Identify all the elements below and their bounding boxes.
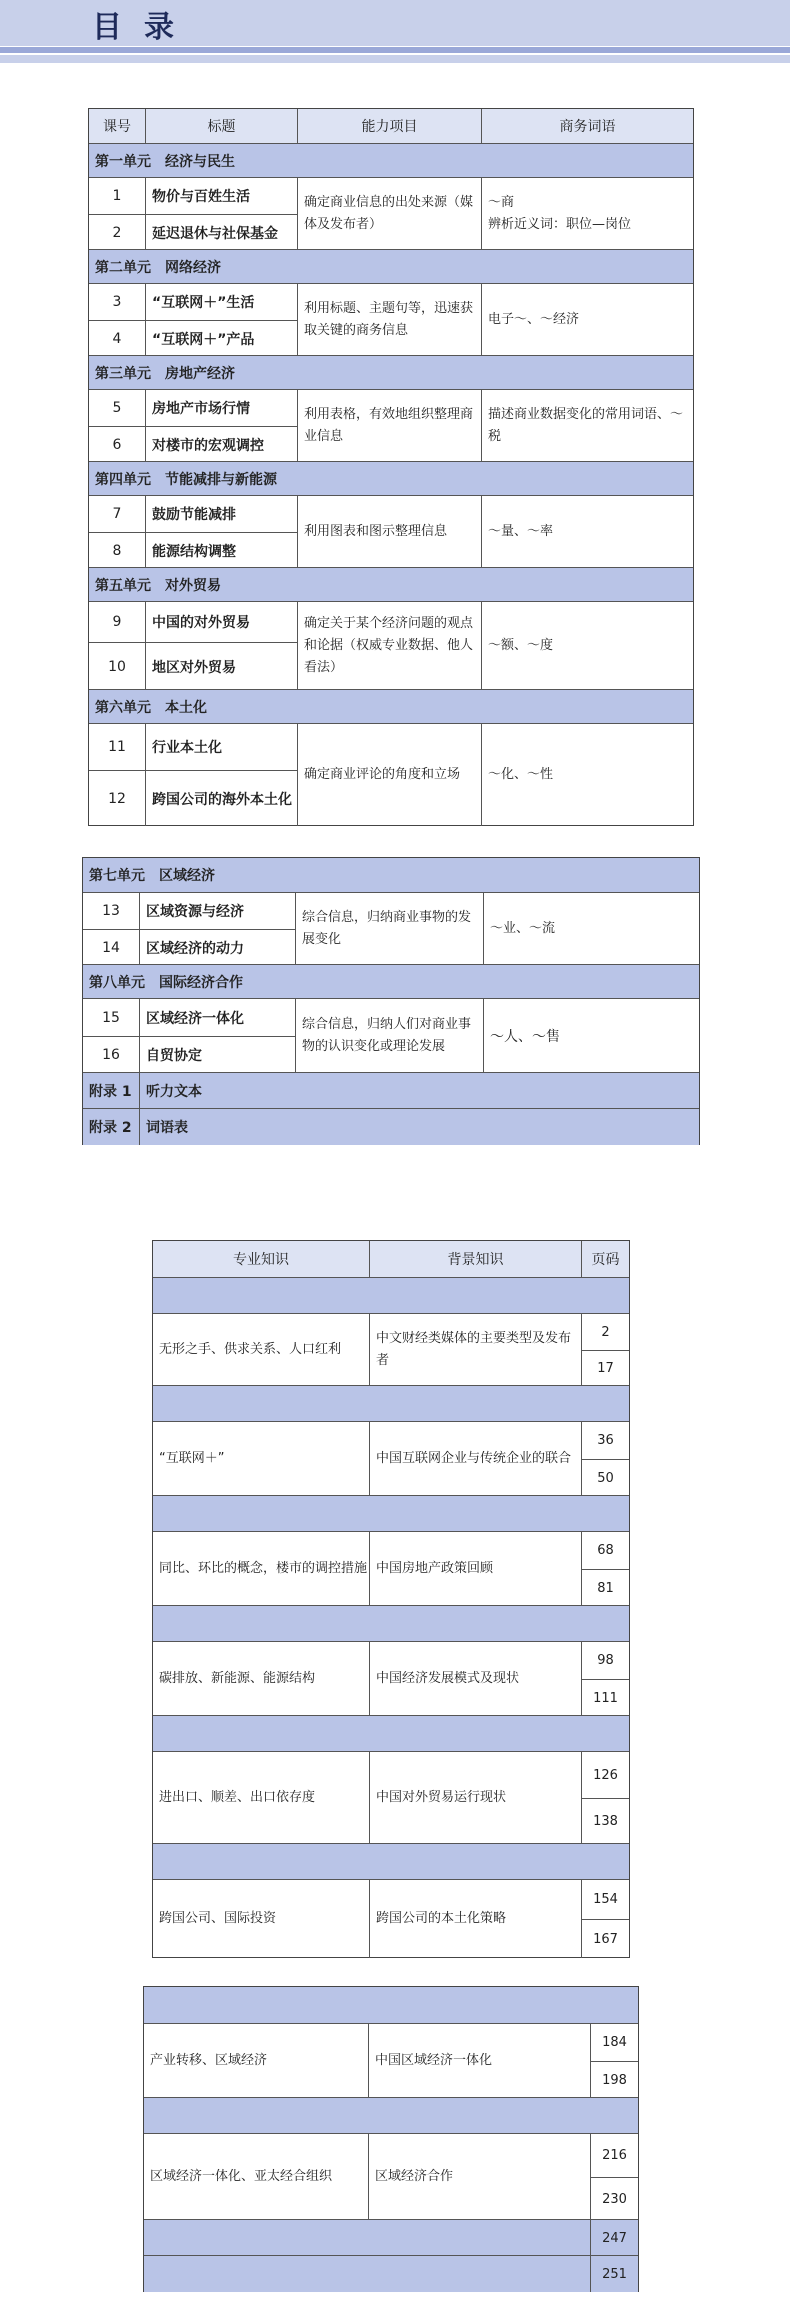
lesson-no: 15 — [102, 1009, 120, 1026]
unit-band — [153, 1495, 629, 1532]
knowledge-text: 产业转移、区域经济 — [150, 2053, 268, 2068]
knowledge-text: 无形之手、供求关系、人口红利 — [159, 1342, 342, 1357]
knowledge-group — [153, 1641, 629, 1716]
knowledge-group — [153, 1313, 629, 1386]
lesson-title: 鼓励节能减排 — [145, 496, 297, 532]
appendix-row — [83, 1108, 699, 1145]
header-stripe — [0, 47, 790, 53]
knowledge-text: 碳排放、新能源、能源结构 — [159, 1671, 316, 1686]
unit-band — [153, 1277, 629, 1314]
lesson-no: 5 — [112, 400, 122, 416]
knowledge-group — [153, 1751, 629, 1844]
toc-table-2 — [82, 857, 700, 1145]
background-text: 中国对外贸易运行现状 — [369, 1752, 581, 1844]
header-terms: 商务词语 — [481, 109, 693, 143]
ability-text: 利用图表和图示整理信息 — [297, 496, 481, 568]
unit-title: 第八单元 国际经济合作 — [89, 975, 243, 991]
background-text: 中国经济发展模式及现状 — [369, 1642, 581, 1716]
lesson-group — [89, 283, 693, 356]
terms-text: ～业、～流 — [483, 893, 699, 965]
lesson-group — [89, 495, 693, 568]
knowledge-text: “互联网＋” — [159, 1451, 225, 1466]
lesson-title: 地区对外贸易 — [145, 642, 297, 690]
lesson-title: 跨国公司的海外本土化 — [145, 770, 297, 826]
terms-text: 电子～、～经济 — [481, 284, 693, 356]
lesson-title: 能源结构调整 — [145, 532, 297, 568]
knowledge-group — [153, 1421, 629, 1496]
lesson-group — [89, 389, 693, 462]
page-number: 17 — [581, 1350, 629, 1386]
appendix-title: 词语表 — [139, 1109, 699, 1145]
appendix-page-row — [144, 2219, 638, 2256]
header-lesson-no: 课号 — [103, 119, 131, 135]
lesson-group — [83, 892, 699, 965]
page-number: 126 — [581, 1752, 629, 1798]
unit-row — [89, 689, 693, 724]
lesson-title: 行业本土化 — [145, 724, 297, 770]
background-text: 中国互联网企业与传统企业的联合 — [369, 1422, 581, 1496]
appendix-title: 听力文本 — [139, 1073, 699, 1109]
unit-row — [89, 249, 693, 284]
page-number: 154 — [581, 1880, 629, 1919]
lesson-title: “互联网＋”产品 — [145, 320, 297, 356]
knowledge-group — [144, 2133, 638, 2220]
background-text: 区域经济合作 — [368, 2134, 590, 2220]
unit-title: 第一单元 经济与民生 — [95, 154, 235, 170]
background-text: 跨国公司的本土化策略 — [369, 1880, 581, 1958]
unit-row — [89, 567, 693, 602]
unit-row — [83, 858, 699, 892]
toc-table-4 — [143, 1986, 639, 2292]
unit-title: 第六单元 本土化 — [95, 700, 207, 716]
lesson-no: 3 — [112, 294, 122, 310]
unit-row — [89, 143, 693, 178]
unit-title: 第二单元 网络经济 — [95, 260, 221, 276]
lesson-group — [89, 177, 693, 250]
lesson-no: 2 — [89, 214, 145, 250]
lesson-title: 延迟退休与社保基金 — [145, 214, 297, 250]
unit-title: 第七单元 区域经济 — [89, 868, 215, 884]
terms-text: ～商 辨析近义词：职位—岗位 — [481, 178, 693, 250]
terms-text: ～量、～率 — [481, 496, 693, 568]
knowledge-text: 区域经济一体化、亚太经合组织 — [150, 2169, 333, 2184]
unit-band — [144, 1987, 638, 2023]
unit-row — [83, 964, 699, 999]
page-number: 98 — [581, 1642, 629, 1679]
lesson-title: 中国的对外贸易 — [145, 602, 297, 642]
header-page: 页码 — [581, 1241, 629, 1277]
terms-text: 描述商业数据变化的常用词语、～税 — [481, 390, 693, 462]
knowledge-text: 跨国公司、国际投资 — [159, 1911, 277, 1926]
appendix-label: 附录 1 — [89, 1084, 132, 1100]
header-stripe-lower — [0, 55, 790, 63]
unit-row — [89, 355, 693, 390]
appendix-page-row — [144, 2255, 638, 2292]
lesson-no: 12 — [89, 770, 145, 826]
page-number: 68 — [581, 1532, 629, 1569]
ability-text: 综合信息，归纳人们对商业事物的认识变化或理论发展 — [295, 999, 483, 1073]
terms-text: ～化、～性 — [481, 724, 693, 826]
header-ability: 能力项目 — [297, 109, 481, 143]
lesson-no: 16 — [83, 1036, 139, 1073]
unit-band — [153, 1385, 629, 1422]
lesson-group — [89, 723, 693, 826]
appendix-row — [83, 1072, 699, 1109]
knowledge-text: 同比、环比的概念，楼市的调控措施 — [159, 1561, 368, 1576]
appendix-label: 附录 2 — [89, 1120, 132, 1136]
background-text: 中国房地产政策回顾 — [369, 1532, 581, 1606]
unit-band — [153, 1605, 629, 1642]
header-background: 背景知识 — [369, 1241, 581, 1277]
terms-text: ～人、～售 — [483, 999, 699, 1073]
lesson-title: 区域资源与经济 — [139, 893, 295, 929]
page-number: 230 — [590, 2177, 638, 2220]
lesson-no: 7 — [112, 506, 122, 522]
lesson-title: 对楼市的宏观调控 — [145, 426, 297, 462]
lesson-no: 10 — [89, 642, 145, 690]
knowledge-group — [144, 2023, 638, 2098]
lesson-title: 房地产市场行情 — [145, 390, 297, 426]
ability-text: 利用表格，有效地组织整理商业信息 — [297, 390, 481, 462]
page-number: 198 — [590, 2061, 638, 2098]
header-title: 标题 — [145, 109, 297, 143]
page-number: 251 — [590, 2256, 638, 2292]
lesson-group — [89, 601, 693, 690]
lesson-title: 自贸协定 — [139, 1036, 295, 1073]
page-number: 247 — [590, 2220, 638, 2256]
page-number: 50 — [581, 1459, 629, 1496]
ability-text: 确定商业信息的出处来源（媒体及发布者） — [297, 178, 481, 250]
page-number: 138 — [581, 1798, 629, 1844]
lesson-title: 物价与百姓生活 — [145, 178, 297, 214]
unit-band — [153, 1843, 629, 1880]
lesson-no: 6 — [89, 426, 145, 462]
page-number: 2 — [581, 1314, 629, 1350]
unit-title: 第五单元 对外贸易 — [95, 578, 221, 594]
background-text: 中国区域经济一体化 — [368, 2024, 590, 2098]
lesson-no: 11 — [108, 739, 126, 755]
toc-table-3 — [152, 1240, 630, 1958]
page-number: 184 — [590, 2024, 638, 2061]
toc-table-1 — [88, 108, 694, 826]
lesson-no: 4 — [89, 320, 145, 356]
page-number: 36 — [581, 1422, 629, 1459]
unit-row — [89, 461, 693, 496]
page-number: 81 — [581, 1569, 629, 1606]
unit-title: 第三单元 房地产经济 — [95, 366, 235, 382]
ability-text: 确定商业评论的角度和立场 — [297, 724, 481, 826]
table-header-row — [89, 109, 693, 143]
ability-text: 综合信息，归纳商业事物的发展变化 — [295, 893, 483, 965]
unit-band — [153, 1715, 629, 1752]
lesson-title: “互联网＋”生活 — [145, 284, 297, 320]
background-text: 中文财经类媒体的主要类型及发布者 — [369, 1314, 581, 1386]
unit-title: 第四单元 节能减排与新能源 — [95, 472, 277, 488]
table-header-row — [153, 1241, 629, 1277]
page-number: 216 — [590, 2134, 638, 2177]
ability-text: 利用标题、主题句等，迅速获取关键的商务信息 — [297, 284, 481, 356]
header-knowledge: 专业知识 — [233, 1252, 289, 1268]
terms-text: ～额、～度 — [481, 602, 693, 690]
knowledge-text: 进出口、顺差、出口依存度 — [159, 1790, 316, 1805]
lesson-no: 9 — [112, 614, 122, 630]
page-number: 111 — [581, 1679, 629, 1716]
lesson-no: 1 — [112, 188, 122, 204]
unit-band — [144, 2097, 638, 2134]
lesson-title: 区域经济一体化 — [139, 999, 295, 1036]
lesson-no: 13 — [102, 903, 120, 919]
lesson-no: 14 — [83, 929, 139, 965]
page-number: 167 — [581, 1919, 629, 1958]
page-title: 目录 — [92, 10, 196, 45]
lesson-title: 区域经济的动力 — [139, 929, 295, 965]
knowledge-group — [153, 1879, 629, 1958]
lesson-no: 8 — [89, 532, 145, 568]
knowledge-group — [153, 1531, 629, 1606]
ability-text: 确定关于某个经济问题的观点和论据（权威专业数据、他人看法） — [297, 602, 481, 690]
lesson-group — [83, 998, 699, 1073]
